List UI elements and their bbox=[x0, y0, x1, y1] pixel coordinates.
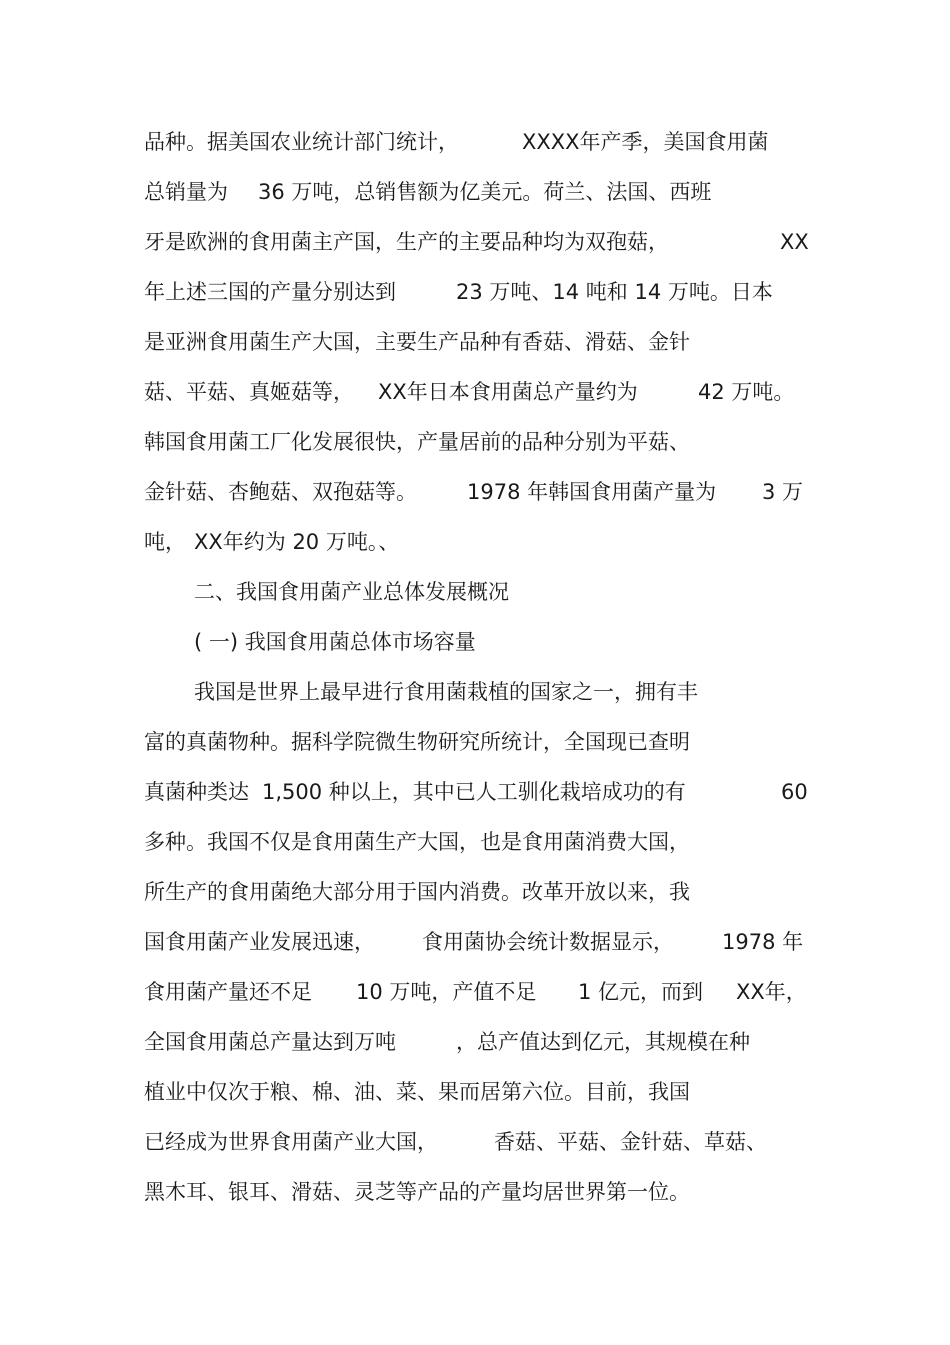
text-segment: XX年， bbox=[736, 980, 807, 1004]
text-line bbox=[0, 374, 950, 410]
text-segment: 香菇、平菇、金针菇、草菇、 bbox=[494, 1130, 767, 1154]
text-segment: 总销量为 bbox=[144, 180, 228, 204]
text-segment: 1978 年韩国食用菌产量为 bbox=[467, 480, 717, 504]
text-line bbox=[0, 174, 950, 210]
text-segment: 品种。据美国农业统计部门统计， bbox=[144, 130, 459, 154]
text-segment: 1,500 种以上，其中已人工驯化栽培成功的有 bbox=[262, 780, 686, 804]
text-segment: 我国是世界上最早进行食用菌栽植的国家之一，拥有丰 bbox=[194, 680, 698, 704]
text-segment: 韩国食用菌工厂化发展很快，产量居前的品种分别为平菇、 bbox=[144, 430, 690, 454]
text-segment: 42 万吨。 bbox=[698, 380, 795, 404]
text-segment: 全国食用菌总产量达到万吨 bbox=[144, 1030, 396, 1054]
text-segment: 年上述三国的产量分别达到 bbox=[144, 280, 396, 304]
text-segment: XX年约为 20 万吨。、 bbox=[194, 530, 400, 554]
text-segment: 富的真菌物种。据科学院微生物研究所统计，全国现已查明 bbox=[144, 730, 690, 754]
text-segment: 菇、平菇、真姬菇等， bbox=[144, 380, 354, 404]
text-line bbox=[0, 324, 950, 360]
subsection-heading bbox=[0, 624, 950, 660]
text-line bbox=[0, 224, 950, 260]
text-segment: 多种。我国不仅是食用菌生产大国，也是食用菌消费大国， bbox=[144, 830, 690, 854]
text-line bbox=[0, 724, 950, 760]
text-segment: 吨， bbox=[144, 530, 186, 554]
text-line bbox=[0, 1074, 950, 1110]
text-line bbox=[0, 1124, 950, 1160]
text-line bbox=[0, 274, 950, 310]
text-segment: 所生产的食用菌绝大部分用于国内消费。改革开放以来，我 bbox=[144, 880, 690, 904]
text-segment: 10 万吨，产值不足 bbox=[356, 980, 537, 1004]
text-line bbox=[0, 974, 950, 1010]
text-line bbox=[0, 524, 950, 560]
text-line bbox=[0, 774, 950, 810]
text-segment: 植业中仅次于粮、棉、油、菜、果而居第六位。目前，我国 bbox=[144, 1080, 690, 1104]
text-line bbox=[0, 824, 950, 860]
text-line bbox=[0, 674, 950, 710]
text-segment: 食用菌协会统计数据显示， bbox=[422, 930, 674, 954]
text-line bbox=[0, 124, 950, 160]
text-segment: 真菌种类达 bbox=[144, 780, 249, 804]
text-segment: XX年日本食用菌总产量约为 bbox=[378, 380, 638, 404]
text-segment: XXXX年产季，美国食用菌 bbox=[522, 130, 769, 154]
text-segment: 1978 年 bbox=[722, 930, 804, 954]
text-line bbox=[0, 924, 950, 960]
text-segment: 是亚洲食用菌生产大国，主要生产品种有香菇、滑菇、金针 bbox=[144, 330, 690, 354]
text-line bbox=[0, 424, 950, 460]
text-segment: 已经成为世界食用菌产业大国， bbox=[144, 1130, 438, 1154]
text-line bbox=[0, 874, 950, 910]
text-segment: 60 bbox=[781, 780, 808, 804]
section-heading bbox=[0, 574, 950, 610]
text-segment: 3 万 bbox=[762, 480, 804, 504]
text-segment: 食用菌产量还不足 bbox=[144, 980, 312, 1004]
text-segment: 牙是欧洲的食用菌主产国，生产的主要品种均为双孢菇， bbox=[144, 230, 669, 254]
text-segment: 黑木耳、银耳、滑菇、灵芝等产品的产量均居世界第一位。 bbox=[144, 1180, 690, 1204]
text-segment: ，总产值达到亿元，其规模在种 bbox=[456, 1030, 750, 1054]
text-segment: 金针菇、杏鲍菇、双孢菇等。 bbox=[144, 480, 417, 504]
text-segment: 1 亿元，而到 bbox=[578, 980, 704, 1004]
text-segment: 国食用菌产业发展迅速， bbox=[144, 930, 375, 954]
subsection-heading-text: ( 一) 我国食用菌总体市场容量 bbox=[194, 630, 476, 654]
text-line bbox=[0, 1024, 950, 1060]
section-heading-text: 二、我国食用菌产业总体发展概况 bbox=[194, 580, 509, 604]
text-segment: XX bbox=[780, 230, 809, 254]
text-segment: 23 万吨、14 吨和 14 万吨。日本 bbox=[456, 280, 773, 304]
text-segment: 36 万吨，总销售额为亿美元。荷兰、法国、西班 bbox=[258, 180, 712, 204]
text-line bbox=[0, 1174, 950, 1210]
text-line bbox=[0, 474, 950, 510]
